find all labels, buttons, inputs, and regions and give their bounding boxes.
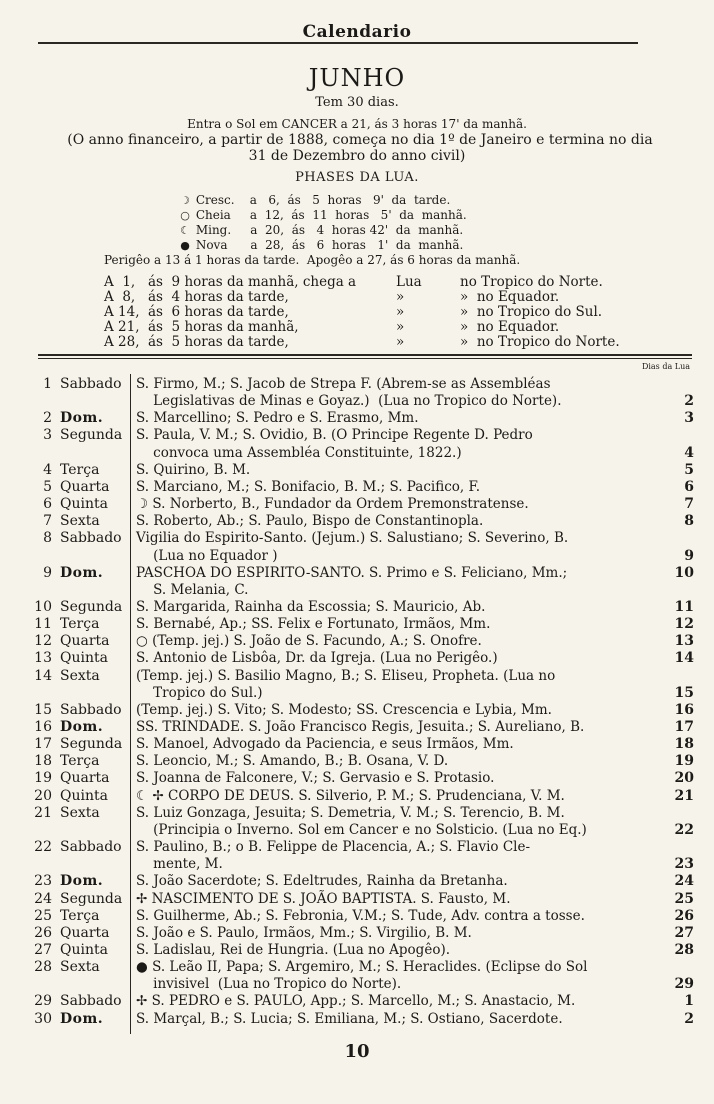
weekday: Quarta xyxy=(60,478,110,495)
weekday: Sabbado xyxy=(60,993,122,1010)
saints-text: (Lua no Equador ) xyxy=(136,547,278,564)
calendar-line xyxy=(0,599,714,615)
transit-dest: » no Tropico do Norte. xyxy=(460,334,620,350)
day-number: 8 xyxy=(43,530,52,547)
calendar-line xyxy=(0,770,714,786)
moon-day: 27 xyxy=(674,924,694,941)
moon-day: 13 xyxy=(674,633,694,650)
calendar-line xyxy=(0,376,714,392)
moon-day: 15 xyxy=(674,684,694,701)
page-header-title: Calendario xyxy=(302,22,412,42)
saints-text: S. Leoncio, M.; S. Amando, B.; B. Osana, V. D. xyxy=(136,753,449,770)
weekday: Sabbado xyxy=(60,376,122,392)
day-number: 18 xyxy=(34,753,52,770)
day-number: 13 xyxy=(34,650,52,667)
saints-text: ☽ S. Norberto, B., Fundador da Ordem Premonstratense. xyxy=(136,496,529,513)
calendar-top-rule xyxy=(38,354,692,356)
calendar-line xyxy=(0,462,714,478)
calendar-line xyxy=(0,788,714,804)
day-number: 5 xyxy=(43,478,52,495)
transit-dest: » no Equador. xyxy=(460,319,560,335)
moon-day: 19 xyxy=(674,753,694,770)
calendar-line xyxy=(0,685,714,701)
day-number: 3 xyxy=(43,427,52,444)
saints-text: (Temp. jej.) S. Vito; S. Modesto; SS. Crescencia e Lybia, Mm. xyxy=(136,701,552,718)
weekday: Dom. xyxy=(60,564,104,581)
moon-day: 11 xyxy=(674,598,694,615)
saints-text: ○ (Temp. jej.) S. João de S. Facundo, A.; S. Onofre. xyxy=(136,633,482,650)
calendar-line xyxy=(0,976,714,992)
day-number: 25 xyxy=(34,907,52,924)
new-moon-icon: ● xyxy=(180,239,190,252)
moon-day: 2 xyxy=(684,1010,694,1027)
transit-date: A 14, xyxy=(104,304,140,320)
moon-day: 28 xyxy=(674,941,694,958)
calendar-line xyxy=(0,479,714,495)
day-number: 2 xyxy=(43,410,52,427)
calendar-line xyxy=(0,565,714,581)
saints-text: S. Manoel, Advogado da Paciencia, e seus Irmãos, Mm. xyxy=(136,736,514,753)
weekday: Quarta xyxy=(60,924,110,941)
moon-day: 26 xyxy=(674,907,694,924)
day-number: 14 xyxy=(34,667,52,684)
saints-text: ✢ S. PEDRO e S. PAULO, App.; S. Marcello, M.; S. Anastacio, M. xyxy=(136,993,576,1010)
saints-text: ● S. Leão II, Papa; S. Argemiro, M.; S. Heraclides. (Eclipse do Sol xyxy=(136,959,588,976)
header-rule xyxy=(38,42,638,44)
transit-q: » xyxy=(396,319,405,335)
moon-day: 29 xyxy=(674,976,694,993)
day-number: 20 xyxy=(34,787,52,804)
calendar-line xyxy=(0,908,714,924)
day-number: 26 xyxy=(34,924,52,941)
weekday: Quinta xyxy=(60,787,108,804)
calendar-top-rule-thin xyxy=(38,358,692,359)
calendar-line xyxy=(0,582,714,598)
calendar-line xyxy=(0,925,714,941)
calendar-line xyxy=(0,959,714,975)
saints-text: S. Antonio de Lisbôa, Dr. da Igreja. (Lua no Perigêo.) xyxy=(136,650,498,667)
transit-row xyxy=(104,319,624,335)
day-number: 12 xyxy=(34,633,52,650)
calendar-line xyxy=(0,427,714,443)
day-number: 30 xyxy=(34,1010,52,1027)
calendar-line xyxy=(0,856,714,872)
saints-text: S. Marciano, M.; S. Bonifacio, B. M.; S. Pacifico, F. xyxy=(136,478,481,495)
day-number: 15 xyxy=(34,701,52,718)
transit-dest: » no Tropico do Sul. xyxy=(460,304,603,320)
sun-entry-note: Entra o Sol em CANCER a 21, ás 3 horas 17' da manhã. xyxy=(187,117,527,131)
moon-day: 24 xyxy=(674,873,694,890)
transit-time: ás 4 horas da tarde, xyxy=(148,289,289,305)
weekday: Dom. xyxy=(60,719,104,735)
moon-day: 4 xyxy=(684,444,694,461)
weekday: Dom. xyxy=(60,410,104,427)
transit-row xyxy=(104,334,624,350)
saints-text: S. Guilherme, Ab.; S. Febronia, V.M.; S. Tude, Adv. contra a tosse. xyxy=(136,907,585,924)
month-days-count: Tem 30 dias. xyxy=(315,95,399,110)
weekday: Dom. xyxy=(60,873,104,890)
saints-text: S. Quirino, B. M. xyxy=(136,461,251,478)
transit-time: ás 9 horas da manhã, chega a xyxy=(148,274,357,290)
moon-day: 14 xyxy=(674,650,694,667)
weekday: Quinta xyxy=(60,496,108,513)
moon-days-column-header: Dias da Lua xyxy=(641,362,690,371)
moon-day: 7 xyxy=(684,496,694,513)
page-number: 10 xyxy=(344,1041,370,1062)
saints-text: S. Margarida, Rainha da Escossia; S. Mauricio, Ab. xyxy=(136,598,486,615)
calendar-line xyxy=(0,719,714,735)
saints-text: S. Bernabé, Ap.; SS. Felix e Fortunato, Irmãos, Mm. xyxy=(136,616,491,633)
finance-note-line-2: 31 de Dezembro do anno civil) xyxy=(248,148,466,164)
weekday: Quarta xyxy=(60,770,110,787)
saints-text: ☾ ✢ CORPO DE DEUS. S. Silverio, P. M.; S. Prudenciana, V. M. xyxy=(136,787,565,804)
saints-text: invisivel (Lua no Tropico do Norte). xyxy=(136,976,402,993)
moon-day: 21 xyxy=(674,787,694,804)
weekday: Segunda xyxy=(60,736,123,753)
moon-day: 22 xyxy=(674,821,694,838)
finance-note-line-1: (O anno financeiro, a partir de 1888, começa no dia 1º de Janeiro e termina no dia xyxy=(67,132,653,148)
moon-day: 25 xyxy=(674,890,694,907)
saints-text: S. Marcellino; S. Pedro e S. Erasmo, Mm. xyxy=(136,410,419,427)
saints-text: S. Firmo, M.; S. Jacob de Strepa F. (Abrem-se as Assembléas xyxy=(136,376,551,392)
calendar-line xyxy=(0,393,714,409)
day-number: 28 xyxy=(34,959,52,976)
phase-row xyxy=(178,193,450,207)
moon-day: 3 xyxy=(684,410,694,427)
weekday: Sexta xyxy=(60,959,100,976)
phase-row xyxy=(178,238,463,252)
calendar-line xyxy=(0,805,714,821)
weekday: Terça xyxy=(60,616,100,633)
calendar-line xyxy=(0,1011,714,1027)
saints-text: S. Marçal, B.; S. Lucia; S. Emiliana, M.; S. Ostiano, Sacerdote. xyxy=(136,1010,563,1027)
saints-text: mente, M. xyxy=(136,856,223,873)
perigeo-apogeo-note: Perigêo a 13 á 1 horas da tarde. Apogêo a 27, ás 6 horas da manhã. xyxy=(104,253,521,267)
day-number: 17 xyxy=(34,736,52,753)
moon-day: 8 xyxy=(684,513,694,530)
day-number: 29 xyxy=(34,993,52,1010)
calendar-line xyxy=(0,993,714,1009)
saints-text: SS. TRINDADE. S. João Francisco Regis, Jesuita.; S. Aureliano, B. xyxy=(136,719,585,735)
saints-text: S. João Sacerdote; S. Edeltrudes, Rainha da Bretanha. xyxy=(136,873,508,890)
saints-text: S. Paula, V. M.; S. Ovidio, B. (O Principe Regente D. Pedro xyxy=(136,427,533,444)
month-title: JUNHO xyxy=(308,64,406,92)
day-number: 16 xyxy=(34,719,52,735)
day-number: 9 xyxy=(43,564,52,581)
transit-q: Lua xyxy=(396,274,422,290)
calendar-line xyxy=(0,702,714,718)
weekday: Segunda xyxy=(60,427,123,444)
transit-dest: no Tropico do Norte. xyxy=(460,274,603,290)
saints-text: (Temp. jej.) S. Basilio Magno, B.; S. Eliseu, Propheta. (Lua no xyxy=(136,667,556,684)
day-number: 22 xyxy=(34,839,52,856)
weekday: Sabbado xyxy=(60,839,122,856)
weekday: Quinta xyxy=(60,941,108,958)
day-number: 24 xyxy=(34,890,52,907)
weekday: Sexta xyxy=(60,804,100,821)
transit-q: » xyxy=(396,334,405,350)
phase-text: Ming. a 20, ás 4 horas 42' da manhã. xyxy=(195,223,464,237)
moon-day: 1 xyxy=(684,993,694,1010)
calendar-line xyxy=(0,496,714,512)
moon-day: 17 xyxy=(674,719,694,735)
transit-dest: » no Equador. xyxy=(460,289,560,305)
transit-time: ás 6 horas da tarde, xyxy=(148,304,289,320)
moon-day: 23 xyxy=(674,856,694,873)
day-number: 6 xyxy=(43,496,52,513)
moon-day: 6 xyxy=(684,478,694,495)
saints-text: S. Paulino, B.; o B. Felippe de Placencia, A.; S. Flavio Cle- xyxy=(136,839,531,856)
moon-day: 5 xyxy=(684,461,694,478)
saints-text: S. Luiz Gonzaga, Jesuita; S. Demetria, V. M.; S. Terencio, B. M. xyxy=(136,804,565,821)
weekday: Terça xyxy=(60,461,100,478)
day-number: 19 xyxy=(34,770,52,787)
phase-text: Nova a 28, ás 6 horas 1' da manhã. xyxy=(195,238,464,252)
weekday: Terça xyxy=(60,907,100,924)
calendar-line xyxy=(0,753,714,769)
calendar-line xyxy=(0,650,714,666)
weekday: Sabbado xyxy=(60,701,122,718)
transit-time: ás 5 horas da manhã, xyxy=(148,319,299,335)
day-number: 27 xyxy=(34,941,52,958)
saints-text: S. Ladislau, Rei de Hungria. (Lua no Apogêo). xyxy=(136,941,451,958)
calendar-line xyxy=(0,616,714,632)
phase-text: Cresc. a 6, ás 5 horas 9' da tarde. xyxy=(195,193,451,207)
day-number: 1 xyxy=(43,376,52,392)
moon-day: 16 xyxy=(674,701,694,718)
phase-row xyxy=(178,208,467,222)
saints-text: PASCHOA DO ESPIRITO-SANTO. S. Primo e S. Feliciano, Mm.; xyxy=(136,564,568,581)
phase-text: Cheia a 12, ás 11 horas 5' da manhã. xyxy=(195,208,467,222)
crescent-moon-icon: ☽ xyxy=(180,194,190,207)
weekday: Quinta xyxy=(60,650,108,667)
saints-text: S. Roberto, Ab.; S. Paulo, Bispo de Constantinopla. xyxy=(136,513,484,530)
calendar-line xyxy=(0,873,714,889)
weekday: Sexta xyxy=(60,513,100,530)
calendar-line xyxy=(0,668,714,684)
calendar-line xyxy=(0,839,714,855)
saints-text: Legislativas de Minas e Goyaz.) (Lua no Tropico do Norte). xyxy=(136,393,562,410)
transit-date: A 21, xyxy=(104,319,140,335)
saints-text: (Principia o Inverno. Sol em Cancer e no Solsticio. (Lua no Eq.) xyxy=(136,821,587,838)
moon-day: 9 xyxy=(684,547,694,564)
calendar-line xyxy=(0,530,714,546)
weekday: Segunda xyxy=(60,890,123,907)
weekday: Dom. xyxy=(60,1010,104,1027)
full-moon-icon: ○ xyxy=(180,209,190,222)
saints-text: convoca uma Assembléa Constituinte, 1822.) xyxy=(136,444,462,461)
moon-day: 18 xyxy=(674,736,694,753)
phase-row xyxy=(178,223,463,237)
calendar-line xyxy=(0,410,714,426)
calendar-line xyxy=(0,736,714,752)
saints-text: S. João e S. Paulo, Irmãos, Mm.; S. Virgilio, B. M. xyxy=(136,924,472,941)
transit-q: » xyxy=(396,304,405,320)
transit-date: A 1, xyxy=(104,274,136,290)
calendar-line xyxy=(0,513,714,529)
transit-date: A 28, xyxy=(104,334,140,350)
day-number: 4 xyxy=(43,461,52,478)
weekday: Sexta xyxy=(60,667,100,684)
day-number: 7 xyxy=(43,513,52,530)
calendar-line xyxy=(0,891,714,907)
calendar-line xyxy=(0,942,714,958)
day-number: 21 xyxy=(34,804,52,821)
transit-row xyxy=(104,289,624,305)
day-number: 23 xyxy=(34,873,52,890)
waning-moon-icon: ☾ xyxy=(180,224,190,237)
transit-q: » xyxy=(396,289,405,305)
transit-time: ás 5 horas da tarde, xyxy=(148,334,289,350)
moon-day: 10 xyxy=(674,564,694,581)
transit-date: A 8, xyxy=(104,289,136,305)
phases-title: PHASES DA LUA. xyxy=(295,170,419,185)
day-number: 11 xyxy=(34,616,52,633)
day-number: 10 xyxy=(34,598,52,615)
calendar-line xyxy=(0,633,714,649)
moon-day: 20 xyxy=(674,770,694,787)
calendar-line xyxy=(0,445,714,461)
weekday: Sabbado xyxy=(60,530,122,547)
moon-day: 2 xyxy=(684,393,694,410)
transit-row xyxy=(104,274,624,290)
calendar-line xyxy=(0,548,714,564)
weekday: Quarta xyxy=(60,633,110,650)
weekday: Terça xyxy=(60,753,100,770)
saints-text: S. Melania, C. xyxy=(136,581,249,598)
calendar-line xyxy=(0,822,714,838)
saints-text: Tropico do Sul.) xyxy=(136,684,263,701)
transit-row xyxy=(104,304,624,320)
moon-day: 12 xyxy=(674,616,694,633)
saints-text: Vigilia do Espirito-Santo. (Jejum.) S. Salustiano; S. Severino, B. xyxy=(136,530,569,547)
saints-text: ✢ NASCIMENTO DE S. JOÃO BAPTISTA. S. Fausto, M. xyxy=(136,890,511,907)
weekday: Segunda xyxy=(60,598,123,615)
saints-text: S. Joanna de Falconere, V.; S. Gervasio e S. Protasio. xyxy=(136,770,495,787)
